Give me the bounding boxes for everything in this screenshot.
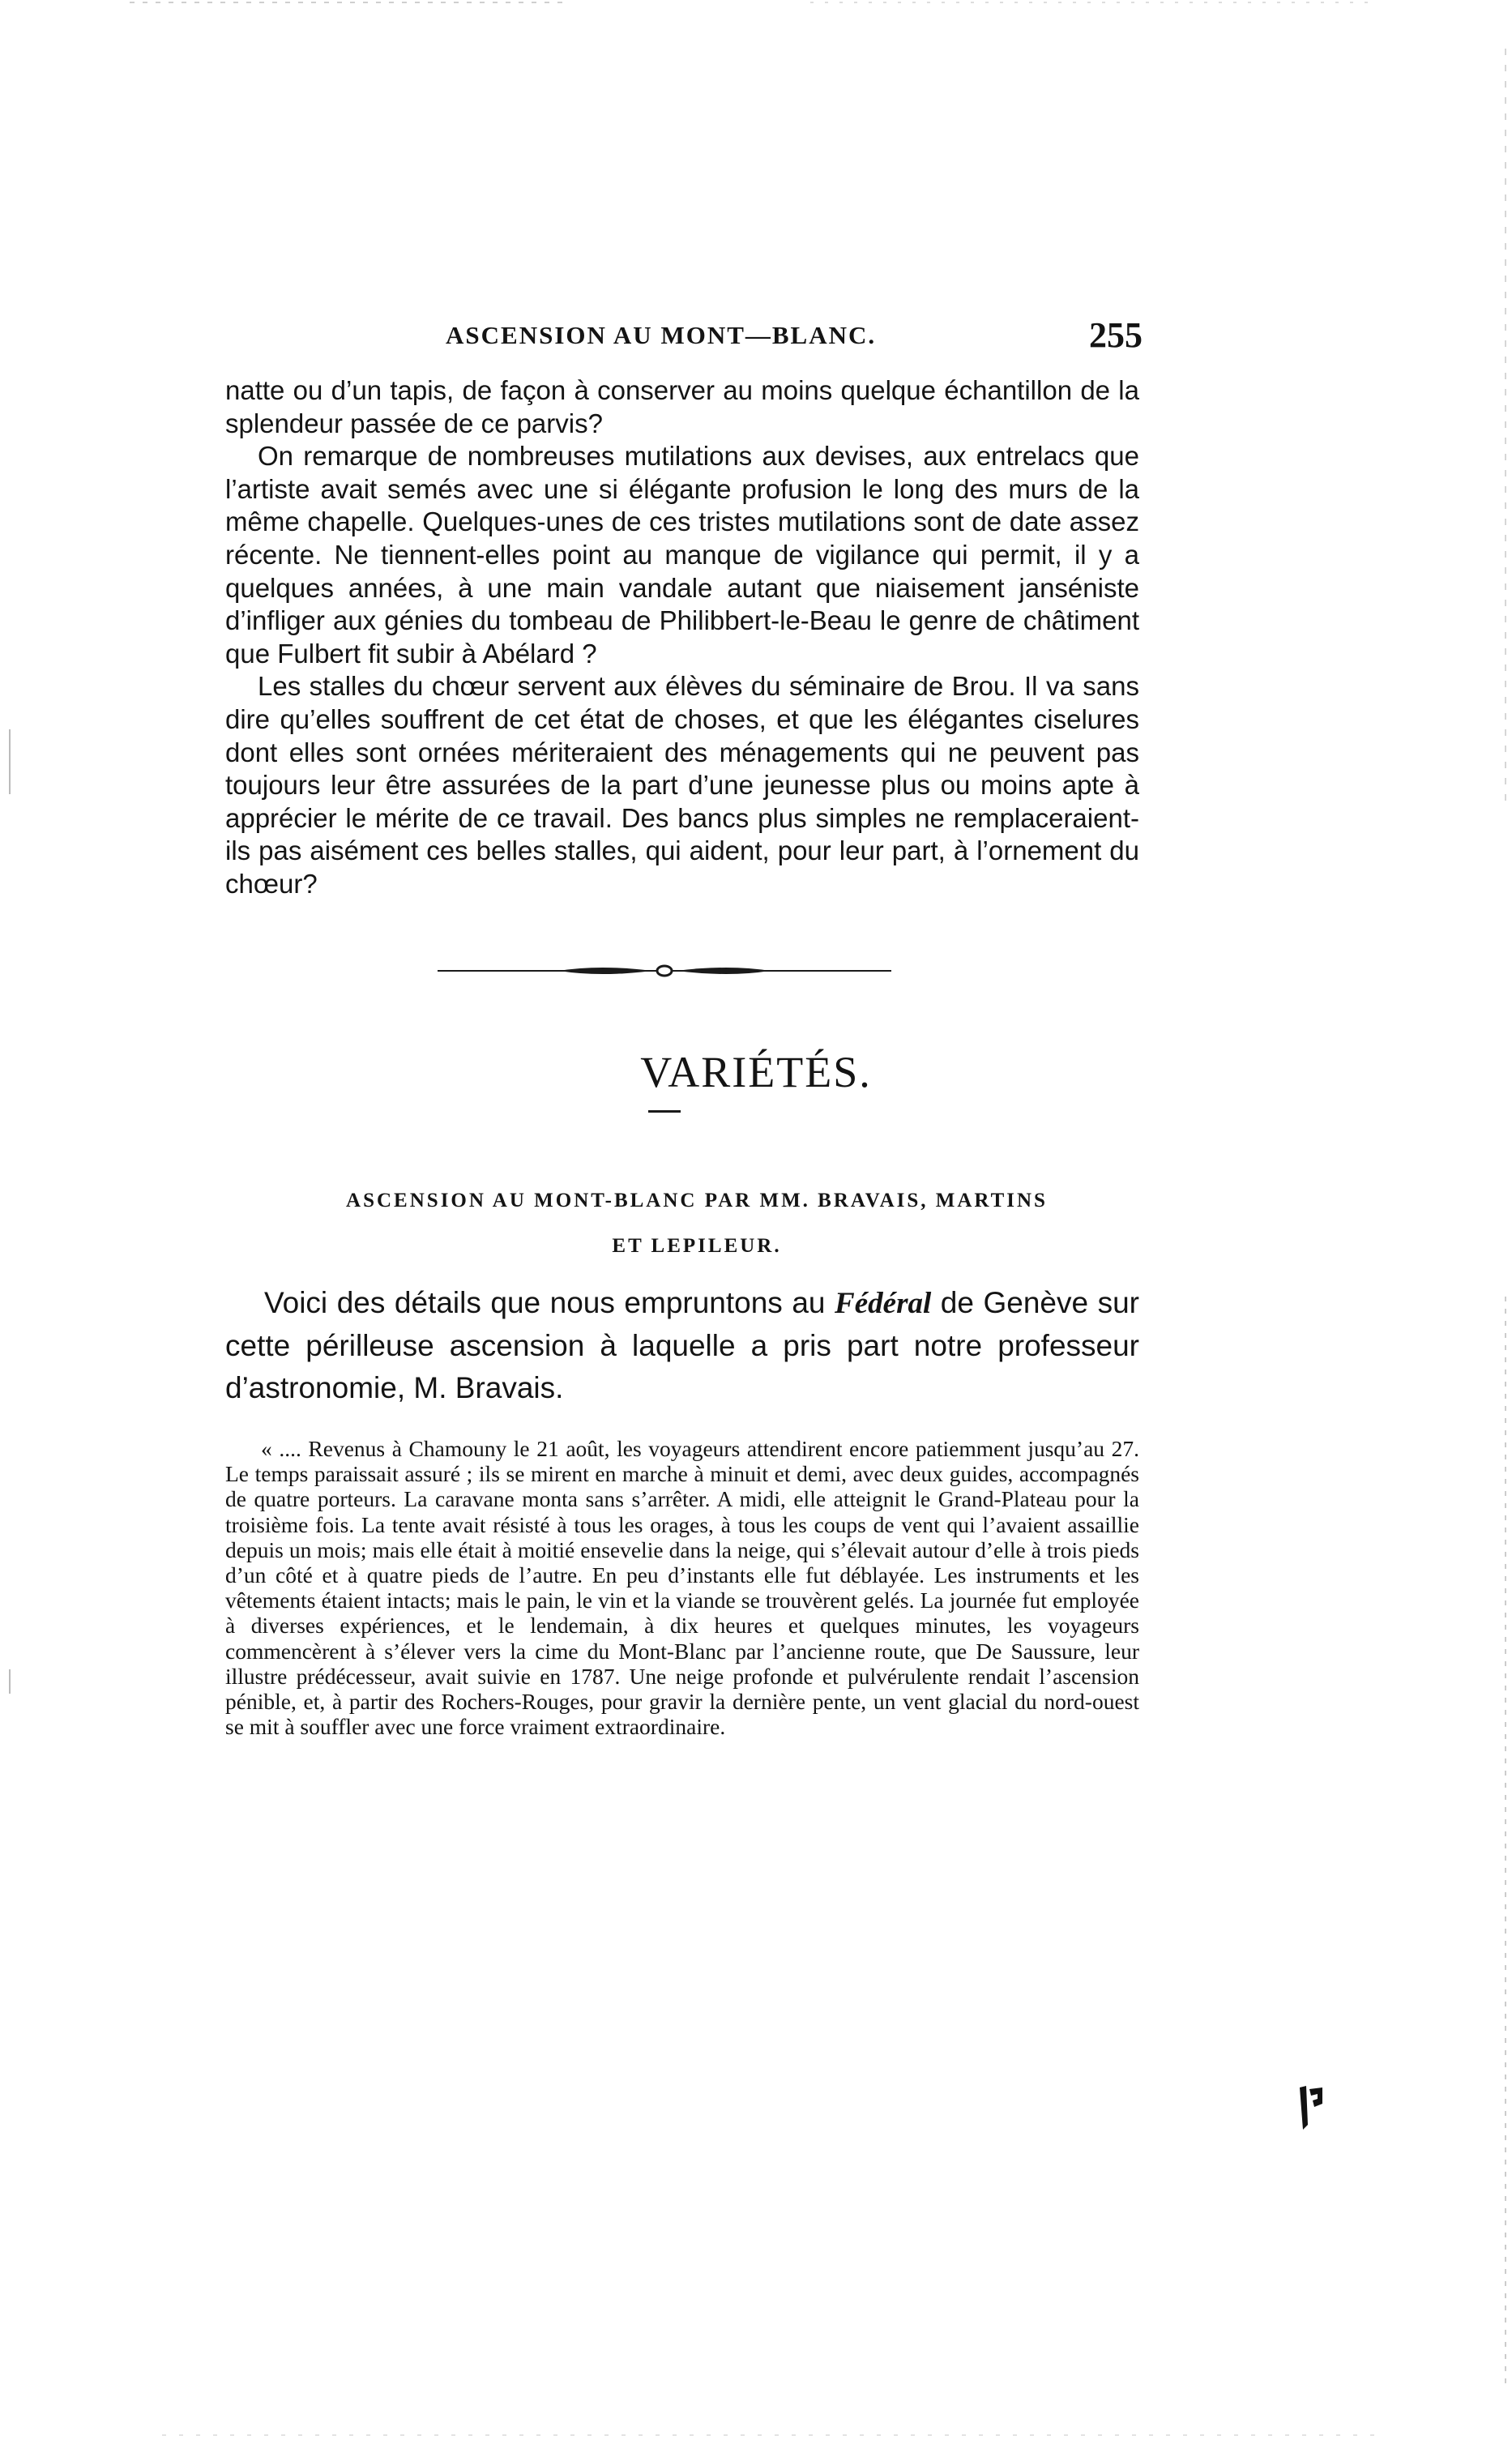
quote-text: « .... Revenus à Chamouny le 21 août, les voyageurs attendirent encore patiemment jusqu’au 27. Le temps paraissait assuré ; ils se mirent en marche à minuit et demi, avec deux guides, accompagnés de quatre porteurs. La caravane monta sans s’arrêter. A midi, elle atteignit le Grand-Plateau pour la troisième fois. La tente avait résisté à tous les orages, à tous les coups de vent qui l’avaient assaillie depuis un mois; mais elle était à moitié ensevelie dans la neige, qui s’élevait autour d’elle à trois pieds d’un côté et à quatre pieds de l’autre. En peu d’instants elle fut déblayée. Les instruments et les vêtements étaient intacts; mais le pain, le vin et la viande se trouvèrent gelés. La journée fut employée à diverses expériences, et le lendemain, à dix heures et quelques minutes, les voyageurs commencèrent à s’élever vers la cime du Mont-Blanc par l’ancienne route, que De Saussure, leur illustre prédécesseur, avait suivie en 1787. Une neige profonde et pulvérulente rendait l’ascension pénible, et, à partir des Rochers-Rouges, pour gravir la dernière pente, un vent glacial du nord-ouest se mit à souffler avec une force vraiment extraordinaire. [225, 1436, 1139, 1740]
intro-paragraph [225, 1282, 1139, 1409]
quoted-passage [225, 1436, 1139, 1739]
subtitle-line-1: ASCENSION AU MONT-BLANC PAR MM. BRAVAIS, MARTINS [346, 1190, 1048, 1211]
intro-text-before: Voici des détails que nous empruntons au [264, 1286, 835, 1319]
ornamental-rule [438, 961, 891, 981]
journal-name: Fédéral [835, 1287, 932, 1320]
page-number: 255 [1089, 315, 1143, 355]
page-header [227, 314, 1143, 363]
running-head: ASCENSION AU MONT—BLANC. [446, 321, 877, 349]
paragraph-continuation: natte ou d’un tapis, de façon à conserver au moins quelque échantillon de la splendeur passée de ce parvis? [225, 375, 1139, 438]
paragraph-mutilations: On remarque de nombreuses mutilations aux devises, aux entrelacs que l’artiste avait semés avec une si élégante profusion le long des murs de la même chapelle. Quelques-unes de ces tristes mutilations sont de date assez récente. Ne tiennent-elles point au manque de vigilance qui permit, il y a quelques années, à une main vandale autant que niaisement janséniste d’infliger aux génies du tombeau de Philibbert-le-Beau le genre de châtiment que Fulbert fit subir à Abélard ? [225, 441, 1139, 669]
ink-mark [1295, 2079, 1327, 2136]
intro-text-after: de Genève sur cette périlleuse ascension à laquelle a pris part notre professeur d’astronomie, M. Bravais. [225, 1286, 1140, 1404]
section-title: VARIÉTÉS. [640, 1048, 872, 1097]
paragraph-stalles: Les stalles du chœur servent aux élèves du séminaire de Brou. Il va sans dire qu’elles souffrent de cet état de choses, et que les élégantes ciselures dont elles sont ornées mériteraient des ménagements qui ne peuvent pas toujours leur être assurées de la part d’une jeunesse plus ou moins apte à apprécier le mérite de ce travail. Des bancs plus simples ne remplaceraient-ils pas aisément ces belles stalles, qui aident, pour leur part, à l’ornement du chœur? [225, 671, 1139, 899]
body-text [225, 374, 1139, 901]
short-rule [648, 1110, 681, 1113]
article-subtitle [275, 1178, 1118, 1269]
subtitle-line-2: ET LEPILEUR. [612, 1235, 782, 1257]
